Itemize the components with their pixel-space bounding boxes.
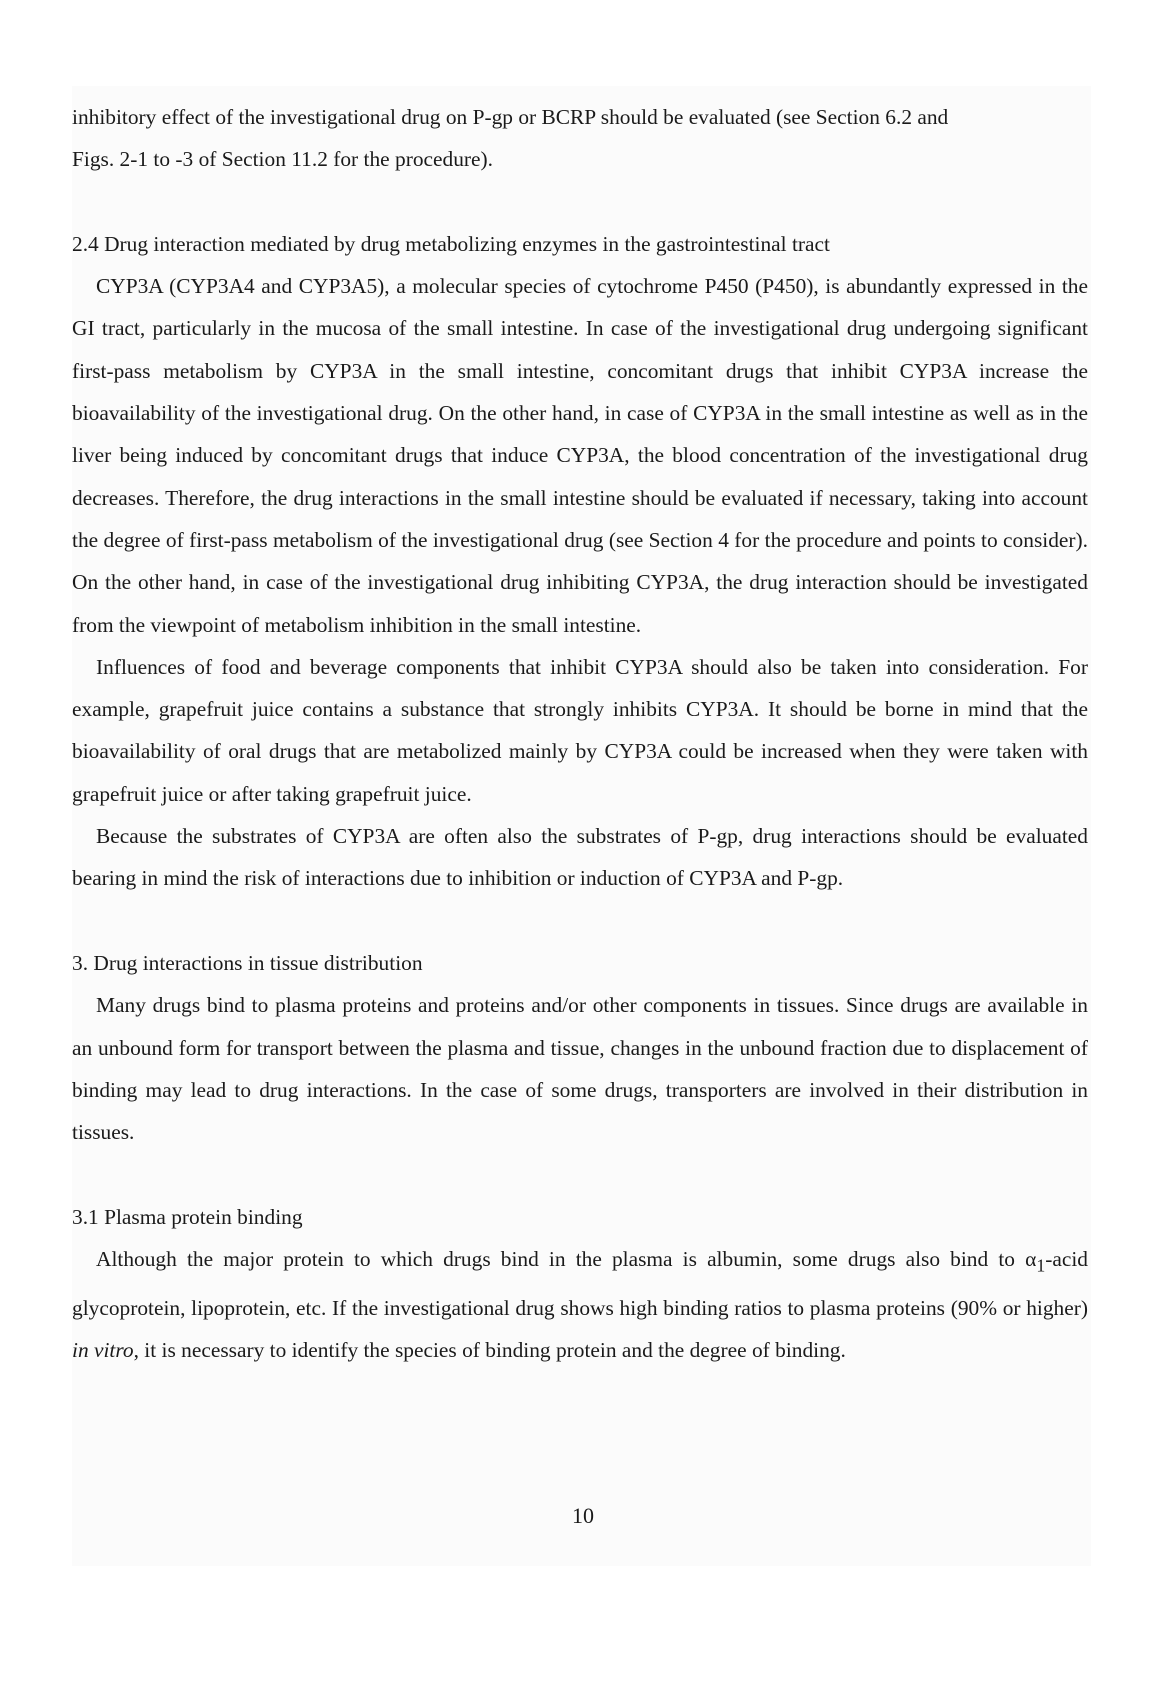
- spacer: [72, 1153, 1088, 1195]
- section-3-1-heading: 3.1 Plasma protein binding: [72, 1204, 303, 1229]
- section-3-1-text-b: -acid glycoprotein, lipoprotein, etc. If the investigational drug shows high binding ratios to plasma proteins (90% or higher): [72, 1247, 1088, 1320]
- section-3-1-paragraph-1: [72, 1238, 1088, 1371]
- section-3-paragraph-1: Many drugs bind to plasma proteins and proteins and/or other components in tissues. Since drugs are available in an unbound form for transport between the plasma and tissue, changes in the unbound fraction due to displacement of binding may lead to drug interactions. In the case of some drugs, transporters are involved in their distribution in tissues.: [72, 993, 1088, 1145]
- continued-line-2: Figs. 2-1 to -3 of Section 11.2 for the procedure).: [72, 147, 493, 172]
- continued-line-1: inhibitory effect of the investigational drug on P-gp or BCRP should be evaluated (see Section 6.2 and: [72, 105, 949, 129]
- page-number: 10: [572, 1503, 594, 1528]
- alpha-subscript: 1: [1036, 1255, 1046, 1276]
- section-2-4-paragraph-3: Because the substrates of CYP3A are often also the substrates of P-gp, drug interactions should be evaluated bearing in mind the risk of interactions due to inhibition or induction of CYP3A and P-gp.: [72, 824, 1088, 891]
- spacer: [72, 181, 1088, 223]
- document-body: [72, 96, 1088, 1371]
- in-vitro-italic: in vitro: [72, 1337, 134, 1362]
- section-2-4-paragraph-1: CYP3A (CYP3A4 and CYP3A5), a molecular species of cytochrome P450 (P450), is abundantly expressed in the GI tract, particularly in the mucosa of the small intestine. In case of the investigational drug undergoing significant first-pass metabolism by CYP3A in the small intestine, concomitant drugs that inhibit CYP3A increase the bioavailability of the investigational drug. On the other hand, in case of CYP3A in the small intestine as well as in the liver being induced by concomitant drugs that induce CYP3A, the blood concentration of the investigational drug decreases. Therefore, the drug interactions in the small intestine should be evaluated if necessary, taking into account the degree of first-pass metabolism of the investigational drug (see Section 4 for the procedure and points to consider). On the other hand, in case of the investigational drug inhibiting CYP3A, the drug interaction should be investigated from the viewpoint of metabolism inhibition in the small intestine.: [72, 274, 1088, 637]
- continued-paragraph: [72, 96, 1088, 181]
- section-2-4-heading: 2.4 Drug interaction mediated by drug metabolizing enzymes in the gastrointestinal tract: [72, 231, 830, 256]
- section-3-1-text-c: , it is necessary to identify the species of binding protein and the degree of binding.: [133, 1337, 846, 1362]
- section-2-4-paragraph-2: Influences of food and beverage components that inhibit CYP3A should also be taken into consideration. For example, grapefruit juice contains a substance that strongly inhibits CYP3A. It should be borne in mind that the bioavailability of oral drugs that are metabolized mainly by CYP3A could be increased when they were taken with grapefruit juice or after taking grapefruit juice.: [72, 654, 1088, 806]
- spacer: [72, 900, 1088, 942]
- section-3-heading: 3. Drug interactions in tissue distribution: [72, 950, 423, 975]
- alpha-symbol: α: [1025, 1247, 1037, 1272]
- section-3-1-text-a: Although the major protein to which drugs bind in the plasma is albumin, some drugs also bind to: [96, 1247, 1026, 1272]
